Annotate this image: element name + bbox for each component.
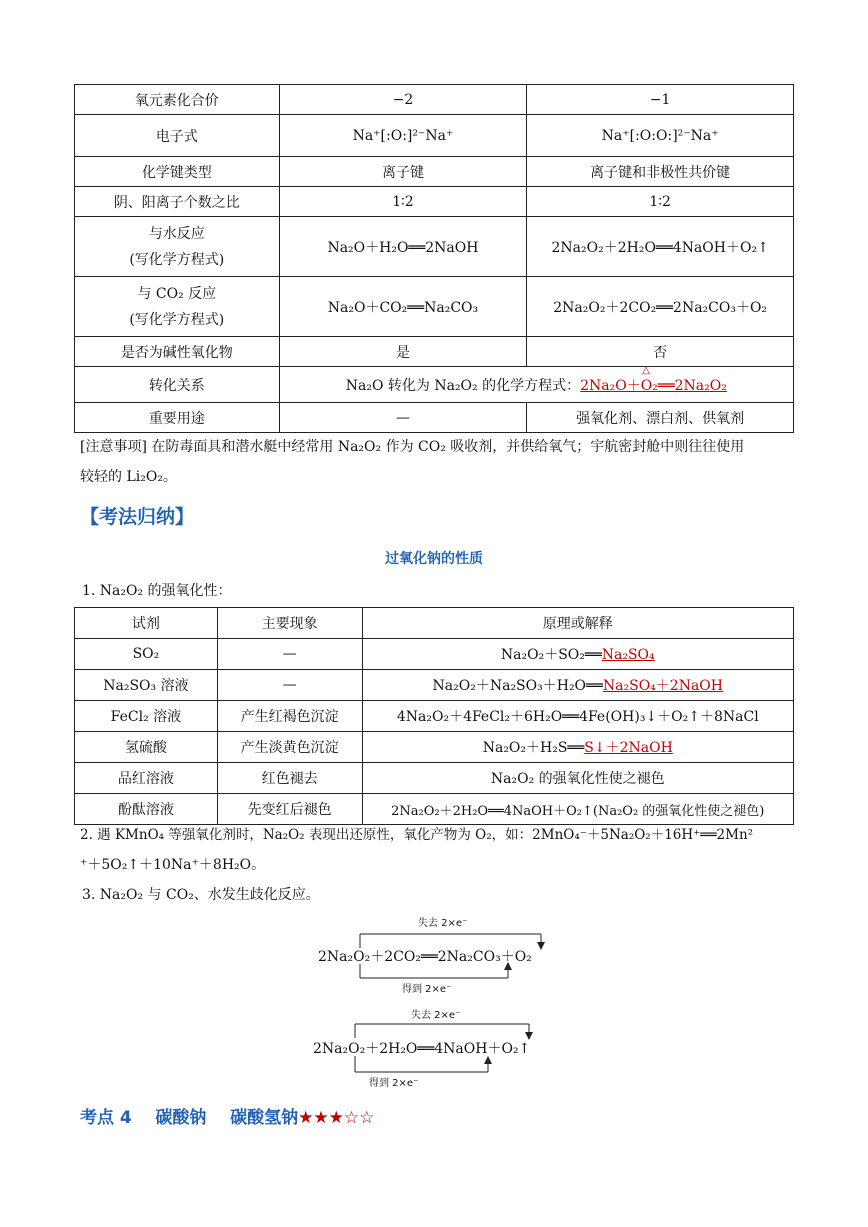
reaction-equation: 2Na₂O₂＋2H₂O══4NaOH＋O₂↑ [313, 1041, 531, 1057]
item-title: 1. Na₂O₂ 的强氧化性： [82, 583, 232, 599]
na2o-cell: Na₂O＋H₂O══2NaOH [279, 217, 527, 277]
table-row [75, 670, 794, 701]
row-label: 是否为碱性氧化物 [75, 337, 280, 367]
reagent-cell: 品红溶液 [75, 763, 218, 794]
na2o-cell: Na⁺[:O:]²⁻Na⁺ [279, 115, 527, 157]
note-line: [注意事项] 在防毒面具和潜水艇中经常用 Na₂O₂ 作为 CO₂ 吸收剂，并供给氧气；宇航密封舱中则往往使用 [80, 439, 745, 455]
explanation-cell [362, 670, 793, 701]
na2o2-cell: −1 [527, 85, 794, 115]
kaodian-heading [80, 1103, 374, 1128]
explanation-cell: Na₂O₂ 的强氧化性使之褪色 [362, 763, 793, 794]
row-label [75, 277, 280, 337]
reagent-cell: Na₂SO₃ 溶液 [75, 670, 218, 701]
na2o2-cell: 2Na₂O₂＋2H₂O══4NaOH＋O₂↑ [527, 217, 794, 277]
item2-line: ⁺＋5O₂↑＋10Na⁺＋8H₂O。 [80, 857, 266, 873]
equation-text: Na₂O₂＋Na₂SO₃＋H₂O══ [432, 678, 603, 694]
equation-answer: Na₂SO₄＋2NaOH [602, 678, 723, 694]
phenomenon-cell: 红色褪去 [217, 763, 362, 794]
lose-electrons-label: 失去 2×e⁻ [418, 918, 468, 929]
row-label: 电子式 [75, 115, 280, 157]
gain-electrons-label: 得到 2×e⁻ [402, 984, 452, 995]
table-row [75, 732, 794, 763]
conversion-answer: 2Na₂O＋O₂══2Na₂O₂ [580, 377, 727, 394]
row-label: 重要用途 [75, 403, 280, 433]
reagent-cell: FeCl₂ 溶液 [75, 701, 218, 732]
table-header-row [75, 608, 794, 639]
explanation-cell: 2Na₂O₂＋2H₂O══4NaOH＋O₂↑(Na₂O₂ 的强氧化性使之褪色) [362, 794, 793, 825]
electron-transfer-diagram [310, 912, 570, 994]
reagent-cell: 氢硫酸 [75, 732, 218, 763]
table-row [75, 337, 794, 367]
section-heading: 【考法归纳】 [80, 506, 195, 528]
kaodian-title: 考点 4 碳酸钠 碳酸氢钠 [80, 1108, 299, 1128]
table-row [75, 277, 794, 337]
table-row [75, 701, 794, 732]
row-label: 阴、阳离子个数之比 [75, 187, 280, 217]
table-row [75, 85, 794, 115]
reaction-equation: 2Na₂O₂＋2CO₂══2Na₂CO₃＋O₂ [318, 949, 532, 965]
row-label-line2: (写化学方程式) [129, 251, 225, 268]
na2o2-cell: 2Na₂O₂＋2CO₂══2Na₂CO₃＋O₂ [527, 277, 794, 337]
equation-answer: S↓＋2NaOH [584, 740, 673, 756]
table-row [75, 187, 794, 217]
comparison-table [74, 84, 794, 433]
conversion-prefix: Na₂O 转化为 Na₂O₂ 的化学方程式： [345, 377, 581, 394]
na2o-cell: — [279, 403, 527, 433]
row-label: 转化关系 [75, 367, 280, 403]
note-paragraph [80, 432, 800, 492]
reagent-cell: SO₂ [75, 639, 218, 670]
na2o-cell: 离子键 [279, 157, 527, 187]
na2o-cell: 1∶2 [279, 187, 527, 217]
note-line: 较轻的 Li₂O₂。 [80, 469, 177, 485]
reagent-cell: 酚酞溶液 [75, 794, 218, 825]
na2o2-cell: 强氧化剂、漂白剂、供氧剂 [527, 403, 794, 433]
table-row [75, 115, 794, 157]
table-row [75, 403, 794, 433]
na2o-cell: −2 [279, 85, 527, 115]
item-title: 3. Na₂O₂ 与 CO₂、水发生歧化反应。 [82, 887, 320, 903]
phenomenon-cell: — [217, 670, 362, 701]
row-label-line1: 与 CO₂ 反应 [137, 285, 217, 302]
table-row [75, 217, 794, 277]
row-label [75, 217, 280, 277]
na2o-cell: 是 [279, 337, 527, 367]
electron-transfer-diagram [305, 1004, 575, 1088]
row-label-line2: (写化学方程式) [129, 311, 225, 328]
phenomenon-cell: 先变红后褪色 [217, 794, 362, 825]
equation-text: Na₂O₂＋SO₂══ [500, 647, 602, 663]
table-row [75, 157, 794, 187]
item2-paragraph [80, 820, 800, 880]
na2o2-cell: Na⁺[:O:O:]²⁻Na⁺ [527, 115, 794, 157]
item2-line: 2. 遇 KMnO₄ 等强氧化剂时，Na₂O₂ 表现出还原性，氧化产物为 O₂，如：2MnO₄⁻＋5Na₂O₂＋16H⁺══2Mn² [80, 827, 754, 843]
rating-stars: ★★★☆☆ [298, 1108, 375, 1128]
explanation-cell [362, 732, 793, 763]
table-row [75, 639, 794, 670]
table-row [75, 763, 794, 794]
na2o2-cell: 否 [527, 337, 794, 367]
na2o2-cell: 离子键和非极性共价键 [527, 157, 794, 187]
row-label: 氧元素化合价 [75, 85, 280, 115]
na2o-cell: Na₂O＋CO₂══Na₂CO₃ [279, 277, 527, 337]
explanation-cell [362, 639, 793, 670]
gain-electrons-label: 得到 2×e⁻ [369, 1078, 419, 1089]
conversion-cell [279, 364, 793, 403]
heat-condition: △ [642, 364, 650, 376]
na2o2-cell: 1∶2 [527, 187, 794, 217]
equation-answer: Na₂SO₄ [601, 647, 655, 663]
subtitle: 过氧化钠的性质 [385, 551, 483, 567]
explanation-cell: 4Na₂O₂＋4FeCl₂＋6H₂O══4Fe(OH)₃↓＋O₂↑＋8NaCl [362, 701, 793, 732]
row-label: 化学键类型 [75, 157, 280, 187]
phenomenon-cell: — [217, 639, 362, 670]
row-label-line1: 与水反应 [148, 225, 205, 242]
column-header: 试剂 [75, 608, 218, 639]
phenomenon-cell: 产生淡黄色沉淀 [217, 732, 362, 763]
lose-electrons-label: 失去 2×e⁻ [411, 1010, 461, 1021]
table-row [75, 367, 794, 403]
column-header: 原理或解释 [362, 608, 793, 639]
phenomenon-cell: 产生红褐色沉淀 [217, 701, 362, 732]
column-header: 主要现象 [217, 608, 362, 639]
oxidation-table [74, 607, 794, 825]
equation-text: Na₂O₂＋H₂S══ [482, 740, 585, 756]
